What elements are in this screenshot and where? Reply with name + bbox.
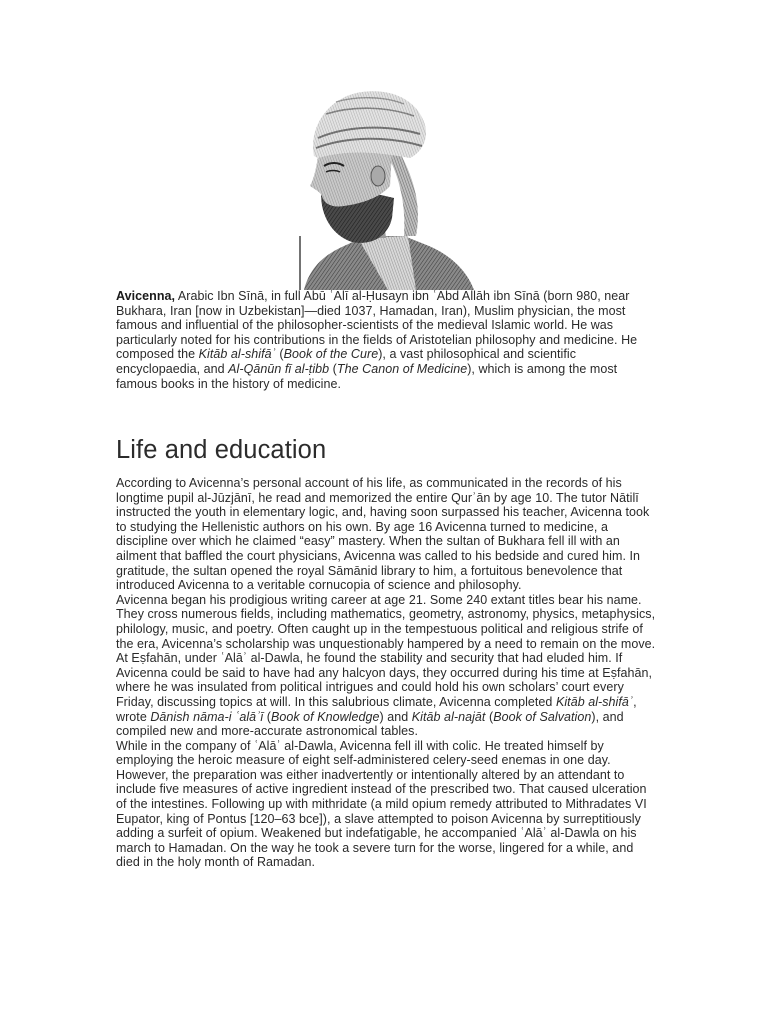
intro-text: ( xyxy=(275,347,284,362)
paragraph-text: ) and xyxy=(379,709,412,724)
work-title: Kitāb al-shifāʾ xyxy=(555,694,634,709)
work-title: Dānish nāma-i ʿalāʾī xyxy=(150,709,264,724)
intro-text: Arabic Ibn Sīnā, in full Abū ʿAlī al-Ḥusayn ibn ʿAbd Allāh ibn Sīnā (born 980, near Bukhara, Iran [now in Uzbekistan]—died 1037, Hamadan, Iran), Muslim physician, the most famous and influential of the philosopher-scientists of the medieval Islamic world. He was particularly noted for his contributions in the fields of Aristotelian philosophy and medicine. He composed the xyxy=(116,289,638,362)
work-title: Book of Knowledge xyxy=(270,709,380,724)
work-title: Book of the Cure xyxy=(283,347,379,362)
intro-paragraph xyxy=(116,289,656,391)
work-title: The Canon of Medicine xyxy=(336,361,468,376)
subject-name: Avicenna, xyxy=(116,289,176,303)
paragraph-early-life: According to Avicenna’s personal account of his life, as communicated in the records of his longtime pupil al-Jūzjānī, he read and memorized the entire Qurʾān by age 10. The tutor Nātilī instructed the youth in elementary logic, and, having soon surpassed his teacher, Avicenna took to studying the Hellenistic authors on his own. By age 16 Avicenna turned to medicine, a discipline over which he claimed “easy” mastery. When the sultan of Bukhara fell ill with an ailment that baffled the court physicians, Avicenna was called to his bedside and cured him. In gratitude, the sultan opened the royal Sāmānid library to him, a fortuitous benevolence that introduced Avicenna to a veritable cornucopia of science and philosophy. xyxy=(116,476,650,593)
intro-text: ( xyxy=(329,361,337,376)
paragraph-writing-career xyxy=(116,593,656,739)
paragraph-text: ( xyxy=(263,709,271,724)
intro-text: ), which is among the most famous books in the history of medicine. xyxy=(116,361,618,391)
paragraph-text: , wrote xyxy=(116,694,637,724)
section-body xyxy=(116,476,656,870)
paragraph-text: Avicenna began his prodigious writing career at age 21. Some 240 extant titles bear his name. They cross numerous fields, including mathematics, geometry, astronomy, physics, metaphysics, philology, music, and poetry. Often caught up in the tempestuous political and religious strife of the era, Avicenna’s scholarship was unquestionably hampered by a need to remain on the move. At Eṣfahān, under ʿAlāʾ al-Dawla, he found the stability and security that had eluded him. If Avicenna could be said to have had any halcyon days, they occurred during his time at Eṣfahān, where he was insulated from political intrigues and could hold his own scholars’ court every Friday, discussing topics at will. In this salubrious climate, Avicenna completed xyxy=(116,592,656,709)
work-title: Book of Salvation xyxy=(493,709,592,724)
intro-text: ), a vast philosophical and scientific encyclopaedia, and xyxy=(116,347,577,376)
paragraph-illness-death: While in the company of ʿAlāʾ al-Dawla, Avicenna fell ill with colic. He treated himself by employing the heroic measure of eight self-administered celery-seed enemas in one day. However, the preparation was either inadvertently or intentionally altered by an attendant to include five measures of active ingredient instead of the prescribed two. That caused ulceration of the intestines. Following up with mithridate (a mild opium remedy attributed to Mithradates VI Eupator, king of Pontus [120–63 bce]), a slave attempted to poison Avicenna by surreptitiously adding a surfeit of opium. Weakened but indefatigable, he accompanied ʿAlāʾ al-Dawla on his march to Hamadan. On the way he took a severe turn for the worse, lingered for a while, and died in the holy month of Ramadan. xyxy=(116,738,647,870)
paragraph-text: ), and compiled new and more-accurate astronomical tables. xyxy=(116,709,624,739)
paragraph-text: ( xyxy=(485,709,494,724)
section-heading: Life and education xyxy=(116,436,327,464)
work-title: Kitāb al-najāt xyxy=(411,709,486,724)
work-title: Kitāb al-shifāʾ xyxy=(198,347,276,362)
work-title: Al-Qānūn fī al-ṭibb xyxy=(228,361,330,376)
avicenna-portrait-icon xyxy=(296,86,476,290)
